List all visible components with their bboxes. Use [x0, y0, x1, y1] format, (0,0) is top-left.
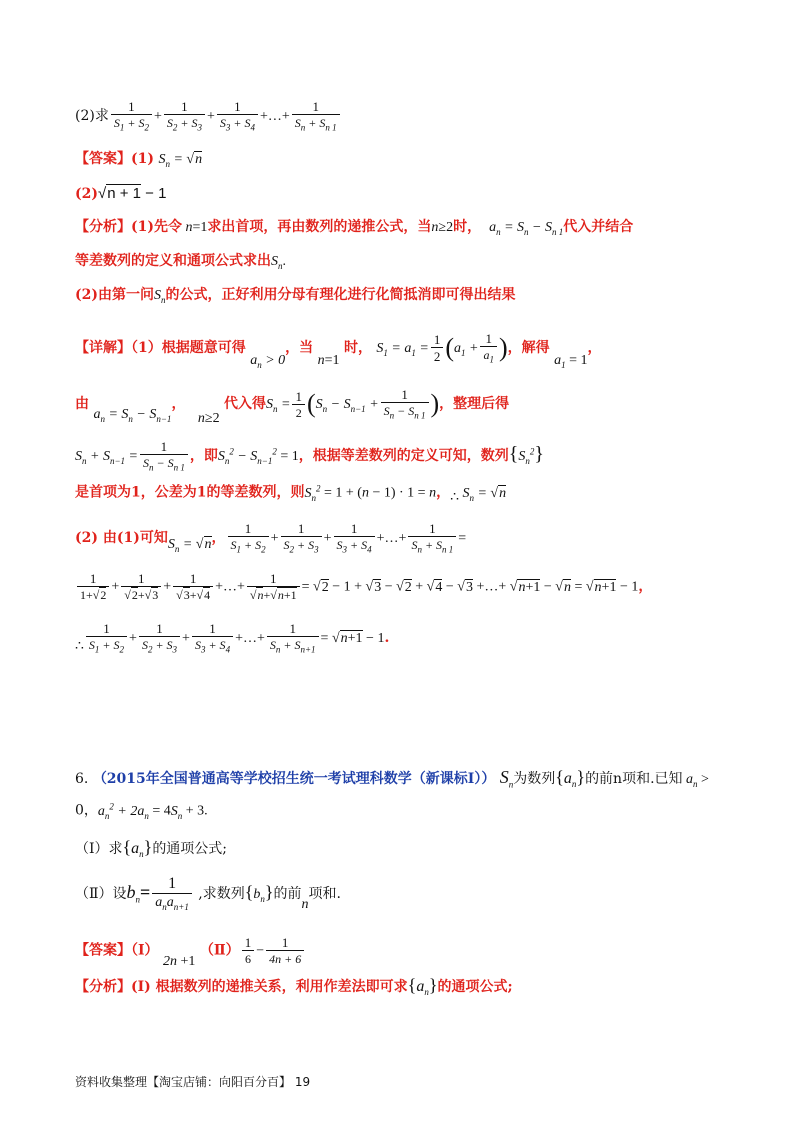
analysis-text: 的通项公式;	[437, 979, 513, 995]
analysis-text: 等差数列的定义和通项公式求出	[75, 253, 271, 269]
answer-1-label: (1)	[131, 151, 154, 167]
part2-label: （Ⅱ）设	[75, 885, 127, 902]
question-source: （2015年全国普通高等学校招生统一考试理科数学（新课标Ⅰ））	[92, 771, 496, 787]
detail-line-1: 【详解】（1）根据题意可得 $a_n > 0$，当 n=1 时， $S_1 = a_1$ = $\frac{1}{2}$ ($a_1$ + $\frac{1}{a_1}$ )，解得 $a_1 = 1$，	[75, 331, 602, 370]
detail-text: ，根据等差数列的定义可知，数列	[298, 448, 509, 465]
question-part2-line: (2)求 $\frac{1}{S_1 + S_2}$ + $\frac{1}{S_2 + S_3}$ + $\frac{1}{S_3 + S_4}$ +…+ $\frac{1}{S_n + S_{n 1}}$	[75, 100, 342, 132]
part1-text: 的通项公式;	[152, 841, 228, 857]
analysis-text: (2)由第一问	[75, 287, 154, 303]
detail-text: ，即	[189, 448, 218, 465]
detail-text: ，解得	[507, 340, 550, 357]
detail-text: ，当	[285, 340, 314, 357]
detail-text: ，整理后得	[439, 396, 510, 413]
detail-text: 时，	[343, 340, 372, 357]
analysis-text: (I) 根据数列的递推关系，利用作差法即可求	[131, 979, 408, 995]
question-6-part1: （Ⅰ）求$\{a_n\}$的通项公式;	[75, 837, 228, 860]
page-footer: 资料收集整理【淘宝店铺：向阳百分百】 19	[75, 1075, 311, 1089]
detail-line-2: 由 $a_n = S_n - S_{n-1}$， n≥2 代入得$S_n$ = $\frac{1}{2}$ ($S_n - S_{n-1}$ + $\frac{1}{S_n - S_{n 1}}$ )，整理后得	[75, 387, 510, 427]
question-text: 为数列	[513, 771, 556, 787]
part2-text: 的前	[273, 885, 302, 902]
analysis-text: (1)先令	[131, 219, 182, 235]
question-number: 6.	[75, 771, 89, 787]
analysis-label: 【分析】	[75, 979, 131, 995]
question-6-part2: （Ⅱ）设$b_n=$ $\frac{1}{a_na_{n+1}}$ ,求数列$\{b_n\}$的前n项和.	[75, 875, 341, 912]
detail-line-3: $S_n + S_{n-1}$ = $\frac{1}{S_n - S_{n 1}}$ ，即$S_n^2 - S_{n-1}^2 = 1$，根据等差数列的定义可知，数列$\{S_n^2\}$	[75, 439, 544, 473]
analysis-text: 时，	[453, 219, 482, 235]
answer-line-2	[75, 186, 166, 201]
question-6-line-2: 0，$a_n^2 + 2a_n = 4S_n + 3$.	[75, 801, 208, 821]
detail-text: 是首项为1，公差为1的等差数列，则	[75, 484, 305, 501]
question-part2-label: (2)求	[75, 108, 109, 125]
question-6-answer: 【答案】（Ⅰ） 2n +1 （Ⅱ） $\frac{1}{6}$ − $\frac{1}{4n + 6}$	[75, 936, 306, 965]
question-text: 的前n项和.已知	[585, 771, 683, 787]
part2-text: 项和.	[308, 885, 341, 902]
detail-text: (2) 由(1)可知	[75, 530, 168, 547]
answer-label: 【答案】	[75, 151, 131, 167]
analysis-line-1: 【分析】(1)先令 n=1求出首项，再由数列的递推公式，当n≥2时， $a_n = S_n - S_{n 1}$代入并结合	[75, 219, 634, 237]
detail-text: （1）根据题意可得	[131, 340, 246, 357]
answer-2-label: (2)	[75, 186, 98, 202]
detail-line-6: $\frac{1}{1+√2}$ + $\frac{1}{√2+√3}$ + $\frac{1}{√3+√4}$ +…+ $\frac{1}{√n+√n+1}$ = √2 − 1 + √3 − √2 + √4 − √3 +…+ √n+1 − √n = √n+1 − 1，	[75, 572, 652, 601]
answer-2-formula: √n + 1 − 1	[98, 185, 167, 202]
detail-text: 由	[75, 396, 89, 413]
analysis-label: 【分析】	[75, 219, 131, 235]
detail-label: 【详解】	[75, 340, 131, 357]
analysis-text: 求出首项，再由数列的递推公式，当	[207, 219, 432, 235]
part1-label: （Ⅰ）求	[75, 841, 123, 857]
question-6-line-1: 6. （2015年全国普通高等学校招生统一考试理科数学（新课标Ⅰ）） $S_n$为数列$\{a_n\}$的前n项和.已知 $a_n$ >	[75, 767, 709, 790]
detail-line-4: 是首项为1，公差为1的等差数列，则$S_n^2 = 1 + (n - 1) \cdot 1 = n$，∴ $S_n = √n$	[75, 483, 507, 505]
answer-label: 【答案】	[75, 942, 131, 959]
answer-part2-label: （Ⅱ）	[199, 942, 240, 959]
detail-line-5: (2) 由(1)可知$S_n = √n$， $\frac{1}{S_1 + S_2}$ + $\frac{1}{S_2 + S_3}$ + $\frac{1}{S_3 + S_4}$ +…+ $\frac{1}{S_n + S_{n 1}}$ =	[75, 521, 467, 555]
analysis-line-2: 等差数列的定义和通项公式求出$S_n$.	[75, 253, 286, 271]
analysis-text: 的公式，正好利用分母有理化进行化简抵消即可得出结果	[165, 287, 516, 303]
analysis-text: 代入并结合	[563, 219, 634, 235]
part2-text: ,求数列	[193, 885, 245, 902]
answer-1-formula: $S_n = √n$	[158, 152, 203, 169]
detail-text: 代入得	[224, 396, 267, 413]
question-text: 0，	[75, 802, 98, 819]
detail-line-7: ∴ $\frac{1}{S_1 + S_2}$ + $\frac{1}{S_2 + S_3}$ + $\frac{1}{S_3 + S_4}$ +…+ $\frac{1}{S_n + S_{n+1}}$ = √n+1 − 1.	[75, 621, 390, 655]
question-6-analysis: 【分析】(I) 根据数列的递推关系，利用作差法即可求$\{a_n\}$的通项公式;	[75, 975, 513, 998]
analysis-line-3: (2)由第一问$S_n$的公式，正好利用分母有理化进行化简抵消即可得出结果	[75, 287, 516, 305]
answer-part1-label: （Ⅰ）	[131, 942, 159, 959]
answer-line-1	[75, 152, 202, 169]
